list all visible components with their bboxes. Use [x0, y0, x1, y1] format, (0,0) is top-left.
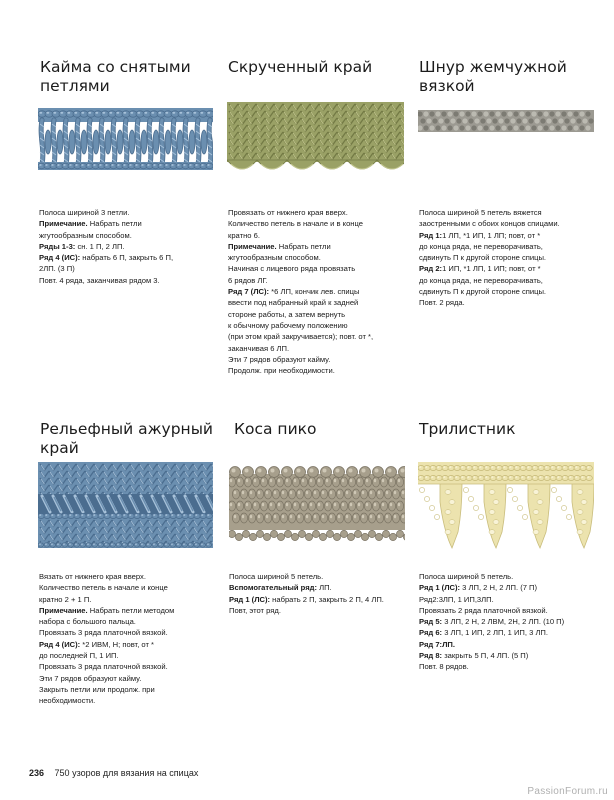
pattern-title: Рельефный ажурный край: [40, 420, 214, 457]
instruction-line: [39, 673, 174, 684]
instruction-line: [228, 343, 373, 354]
instruction-text: 3 ЛП, 2 Н, 2 ЛВМ, 2Н, 2 ЛП. (10 П): [442, 617, 565, 627]
instruction-line: [419, 594, 564, 605]
instruction-text: Повт. 2 ряда.: [419, 298, 465, 308]
instruction-label: Ряд 1 (ЛС):: [229, 594, 271, 604]
instruction-text: 1 ИП, *1 ЛП, 1 ИП; повт, от *: [442, 264, 541, 274]
instruction-line: [39, 230, 173, 241]
instruction-line: [419, 605, 564, 616]
knit-swatch-slipped-edge: [38, 106, 213, 172]
instruction-text: Набрать петли: [87, 219, 142, 229]
instruction-line: [419, 661, 564, 672]
instruction-text: набора с большого пальца.: [39, 617, 136, 627]
instruction-label: Ряд 7:ЛП.: [419, 639, 455, 649]
instruction-line: [419, 616, 564, 627]
instruction-text: набрать 6 П, закрыть 6 П,: [80, 253, 174, 263]
instruction-line: [419, 297, 560, 308]
instruction-text: сдвинуть П к другой стороне спицы.: [419, 287, 547, 297]
instruction-line: [39, 616, 174, 627]
instruction-text: Повт. 4 ряда, заканчивая рядом 3.: [39, 275, 160, 285]
instruction-line: [419, 582, 564, 593]
instruction-text: Провязать 3 ряда платочной вязкой.: [39, 628, 168, 638]
instruction-text: Провязать 3 ряда платочной вязкой.: [39, 662, 168, 672]
instruction-text: Набрать петли методом: [87, 605, 175, 615]
watermark: PassionForum.ru: [527, 786, 608, 797]
instruction-line: [39, 639, 174, 650]
instruction-line: [228, 354, 373, 365]
instruction-line: [39, 695, 174, 706]
instruction-text: к обычному рабочему положению: [228, 320, 348, 330]
instruction-line: [229, 594, 384, 605]
instruction-label: Ряд 7 (ЛС):: [228, 287, 270, 297]
instruction-line: [39, 661, 174, 672]
instruction-line: [419, 218, 560, 229]
instruction-line: [229, 605, 384, 616]
instruction-line: [228, 230, 373, 241]
instruction-text: Полоса шириной 5 петель вяжется: [419, 208, 542, 217]
instruction-text: *2 ИВМ, Н; повт, от *: [80, 639, 155, 649]
instruction-line: [419, 275, 560, 286]
instruction-line: [419, 241, 560, 252]
instruction-text: Количество петель в начале и в конце: [228, 219, 363, 229]
pattern-title: Шнур жемчужной вязкой: [419, 58, 567, 95]
instruction-line: [39, 684, 174, 695]
instruction-line: [228, 365, 373, 376]
instruction-line: [228, 320, 373, 331]
page-footer: [29, 768, 198, 778]
knit-swatch-trefoil-lace: [418, 462, 594, 554]
instruction-label: Ряд 2:: [419, 264, 443, 274]
instruction-text: Полоса шириной 3 петли.: [39, 208, 130, 217]
instruction-text: Начиная с лицевого ряда провязать: [228, 264, 356, 274]
book-title: 750 узоров для вязания на спицах: [54, 768, 199, 778]
instruction-text: 6 рядов ЛГ.: [228, 275, 268, 285]
instruction-label: Примечание.: [39, 219, 88, 229]
instruction-text: жгутообразным способом.: [228, 253, 321, 263]
instruction-text: до конца ряда, не переворачивать,: [419, 275, 543, 285]
instruction-line: [228, 275, 373, 286]
instruction-line: [39, 207, 173, 218]
instruction-line: [39, 275, 173, 286]
instruction-text: ЛП.: [316, 583, 332, 593]
instruction-text: Провязать от нижнего края вверх.: [228, 208, 348, 217]
pattern-instructions: [419, 571, 564, 673]
knit-swatch-picot-braid: [229, 462, 405, 554]
instruction-line: [228, 286, 373, 297]
instruction-text: Повт, этот ряд.: [229, 605, 281, 615]
instruction-label: Ряд 8:: [419, 651, 443, 661]
instruction-line: [228, 263, 373, 274]
knit-swatch-eyelet-band: [38, 462, 213, 548]
instruction-label: Ряд 1:: [419, 230, 443, 240]
pattern-title: Кайма со снятыми петлями: [40, 58, 191, 95]
instruction-line: [39, 650, 174, 661]
instruction-text: Повт. 8 рядов.: [419, 662, 469, 672]
instruction-text: 3 ЛП, 1 ИП, 2 ЛП, 1 ИП, 3 ЛП.: [442, 628, 548, 638]
instruction-text: стороне работы, а затем вернуть: [228, 309, 346, 319]
instruction-label: Ряд 4 (ИС):: [39, 639, 81, 649]
instruction-text: 3 ЛП, 2 Н, 2 ЛП. (7 П): [460, 583, 538, 593]
instruction-label: Ряд 5:: [419, 617, 443, 627]
instruction-line: [419, 263, 560, 274]
instruction-label: Ряды 1-3:: [39, 241, 76, 251]
instruction-line: [228, 218, 373, 229]
instruction-line: [229, 582, 384, 593]
pattern-instructions: [228, 207, 373, 376]
instruction-text: Эти 7 рядов образуют кайму.: [228, 354, 331, 364]
instruction-text: до последней П, 1 ИП.: [39, 651, 119, 661]
instruction-text: 1 ЛП, *1 ИП, 1 ЛП; повт, от *: [442, 230, 541, 240]
instruction-text: Вязать от нижнего края вверх.: [39, 572, 146, 581]
instruction-text: Количество петель в начале и конце: [39, 583, 168, 593]
instruction-line: [419, 571, 564, 582]
instruction-line: [39, 571, 174, 582]
instruction-line: [419, 627, 564, 638]
instruction-text: Закрыть петли или продолж. при: [39, 684, 155, 694]
pattern-instructions: [39, 571, 174, 707]
knit-swatch-seed-cord: [418, 108, 594, 134]
instruction-line: [39, 241, 173, 252]
instruction-text: Ряд2:3ЛП, 1 ИП,3ЛП.: [419, 594, 494, 604]
instruction-text: (при этом край закручивается); повт. от *,: [228, 332, 374, 342]
instruction-text: заостренными с обоих концов спицами.: [419, 219, 560, 229]
pattern-title: Трилистник: [419, 420, 516, 438]
instruction-line: [419, 650, 564, 661]
instruction-text: Полоса шириной 5 петель.: [419, 572, 514, 581]
instruction-line: [39, 605, 174, 616]
instruction-text: Провязать 2 ряда платочной вязкой.: [419, 605, 548, 615]
pattern-title: Коса пико: [234, 420, 317, 438]
instruction-text: кратно 6.: [228, 230, 260, 240]
instruction-text: до конца ряда, не переворачивать,: [419, 241, 543, 251]
instruction-text: сдвинуть П к другой стороне спицы.: [419, 253, 547, 263]
instruction-text: сн. 1 П, 2 ЛП.: [75, 241, 125, 251]
instruction-line: [228, 331, 373, 342]
instruction-label: Ряд 6:: [419, 628, 443, 638]
knit-swatch-rolled-edge: [227, 100, 404, 182]
pattern-title: Скрученный край: [228, 58, 373, 76]
instruction-line: [228, 309, 373, 320]
instruction-line: [228, 241, 373, 252]
instruction-label: Ряд 1 (ЛС):: [419, 583, 461, 593]
instruction-line: [39, 594, 174, 605]
instruction-line: [228, 207, 373, 218]
pattern-instructions: [39, 207, 173, 286]
instruction-text: кратно 2 + 1 П.: [39, 594, 92, 604]
instruction-line: [39, 218, 173, 229]
instruction-text: Продолж. при необходимости.: [228, 366, 335, 376]
page-number: 236: [29, 768, 45, 778]
instruction-line: [39, 263, 173, 274]
instruction-line: [229, 571, 384, 582]
instruction-text: Полоса шириной 5 петель.: [229, 572, 324, 581]
instruction-text: заканчивая 6 ЛП.: [228, 343, 290, 353]
instruction-label: Примечание.: [39, 605, 88, 615]
instruction-text: Набрать петли: [276, 241, 331, 251]
pattern-instructions: [229, 571, 384, 616]
instruction-label: Ряд 4 (ИС):: [39, 253, 81, 263]
instruction-line: [419, 230, 560, 241]
instruction-text: 2ЛП. (3 П): [39, 264, 75, 274]
instruction-label: Вспомогательный ряд:: [229, 583, 317, 593]
instruction-line: [39, 627, 174, 638]
instruction-text: необходимости.: [39, 696, 96, 706]
instruction-label: Примечание.: [228, 241, 277, 251]
instruction-line: [419, 252, 560, 263]
instruction-text: набрать 2 П, закрыть 2 П, 4 ЛП.: [270, 594, 384, 604]
instruction-line: [228, 297, 373, 308]
pattern-instructions: [419, 207, 560, 309]
instruction-line: [39, 252, 173, 263]
instruction-line: [419, 207, 560, 218]
instruction-text: Эти 7 рядов образуют кайму.: [39, 673, 142, 683]
instruction-text: ввести под набранный край к задней: [228, 298, 359, 308]
instruction-text: закрыть 5 П, 4 ЛП. (5 П): [442, 651, 529, 661]
instruction-line: [419, 286, 560, 297]
instruction-text: *6 ЛП, кончик лев. спицы: [269, 287, 360, 297]
instruction-text: жгутообразным способом.: [39, 230, 132, 240]
instruction-line: [419, 639, 564, 650]
instruction-line: [39, 582, 174, 593]
instruction-line: [228, 252, 373, 263]
